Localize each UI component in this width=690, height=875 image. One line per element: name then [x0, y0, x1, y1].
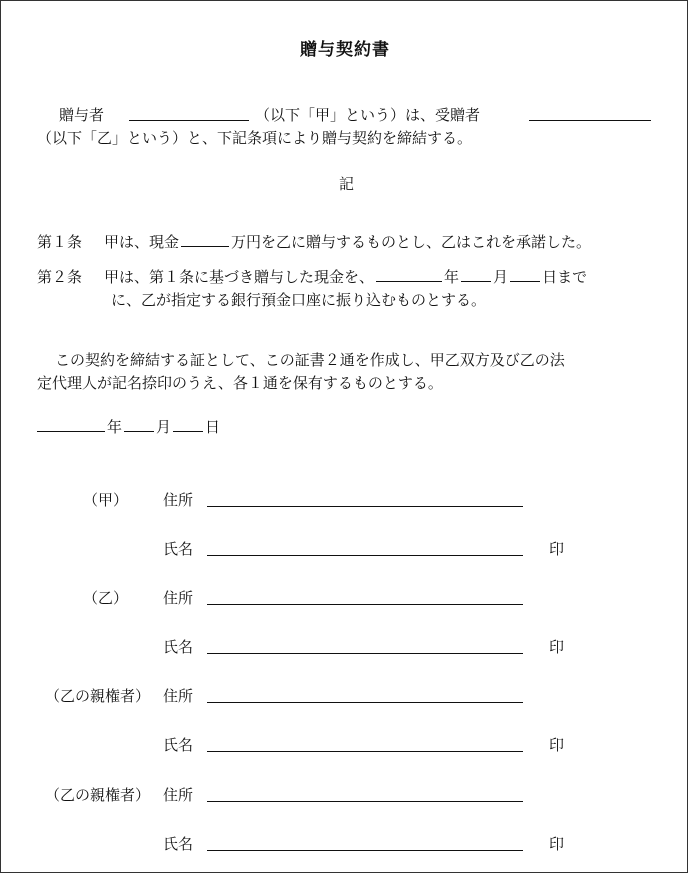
transfer-day-blank[interactable]	[510, 267, 540, 282]
intro-line-2: （以下「乙」という）と、下記条項により贈与契約を締結する。	[37, 129, 473, 147]
party-guardian-1-label: （乙の親権者）	[45, 687, 151, 705]
party-guardian-2-address-label: 住所	[163, 786, 194, 804]
intro-line-1-mid: （以下「甲」という）は、受贈者	[255, 106, 481, 124]
intro-line-1	[59, 105, 104, 125]
donee-name-blank[interactable]	[529, 120, 651, 121]
party-koh-address-field[interactable]	[207, 506, 523, 507]
party-guardian-2-label: （乙の親権者）	[45, 786, 151, 804]
party-otsu-name-label: 氏名	[163, 638, 194, 656]
party-guardian-1-address-field[interactable]	[207, 702, 523, 703]
article-2-line-2: に、乙が指定する銀行預金口座に振り込むものとする。	[111, 291, 487, 309]
article-2-day: 日まで	[542, 268, 588, 286]
article-2-label: 第２条	[37, 268, 83, 286]
date-year: 年	[107, 418, 123, 436]
date-month: 月	[156, 418, 172, 436]
amount-blank[interactable]	[181, 232, 229, 247]
article-2-month: 月	[493, 268, 509, 286]
article-2	[37, 267, 587, 287]
party-guardian-1-address-label: 住所	[163, 687, 194, 705]
party-guardian-1-name-label: 氏名	[163, 736, 194, 754]
party-guardian-2-address-field[interactable]	[207, 801, 523, 802]
party-guardian-1-name-field[interactable]	[207, 751, 523, 752]
transfer-month-blank[interactable]	[461, 267, 491, 282]
date-month-blank[interactable]	[124, 417, 154, 432]
party-otsu-label: （乙）	[83, 589, 129, 607]
closing-line-1: この契約を締結する証として、この証書２通を作成し、甲乙双方及び乙の法	[55, 351, 565, 369]
document-title: 贈与契約書	[300, 40, 390, 60]
date-day-blank[interactable]	[173, 417, 203, 432]
party-guardian-2-name-field[interactable]	[207, 850, 523, 851]
party-otsu-seal: 印	[549, 638, 565, 656]
donor-name-blank[interactable]	[129, 120, 249, 121]
party-koh-name-field[interactable]	[207, 555, 523, 556]
party-guardian-2-name-label: 氏名	[163, 835, 194, 853]
party-koh-address-label: 住所	[163, 491, 194, 509]
party-koh-name-label: 氏名	[163, 540, 194, 558]
article-2-text-a: 甲は、第１条に基づき贈与した現金を、	[104, 268, 375, 286]
party-guardian-2-seal: 印	[549, 835, 565, 853]
party-guardian-1-seal: 印	[549, 736, 565, 754]
contract-date	[37, 417, 220, 437]
ki-heading: 記	[339, 175, 355, 193]
donor-label: 贈与者	[59, 106, 105, 124]
article-1-label: 第１条	[37, 233, 83, 251]
article-2-year: 年	[444, 268, 460, 286]
party-koh-seal: 印	[549, 540, 565, 558]
party-otsu-name-field[interactable]	[207, 653, 523, 654]
date-day: 日	[205, 418, 221, 436]
date-year-blank[interactable]	[37, 417, 105, 432]
party-otsu-address-label: 住所	[163, 589, 194, 607]
closing-line-2: 定代理人が記名捺印のうえ、各１通を保有するものとする。	[37, 374, 443, 392]
party-koh-label: （甲）	[83, 491, 129, 509]
article-1-text-b: 万円を乙に贈与するものとし、乙はこれを承諾した。	[231, 233, 592, 251]
transfer-year-blank[interactable]	[376, 267, 442, 282]
article-1-text-a: 甲は、現金	[104, 233, 180, 251]
article-1	[37, 232, 591, 252]
party-otsu-address-field[interactable]	[207, 604, 523, 605]
